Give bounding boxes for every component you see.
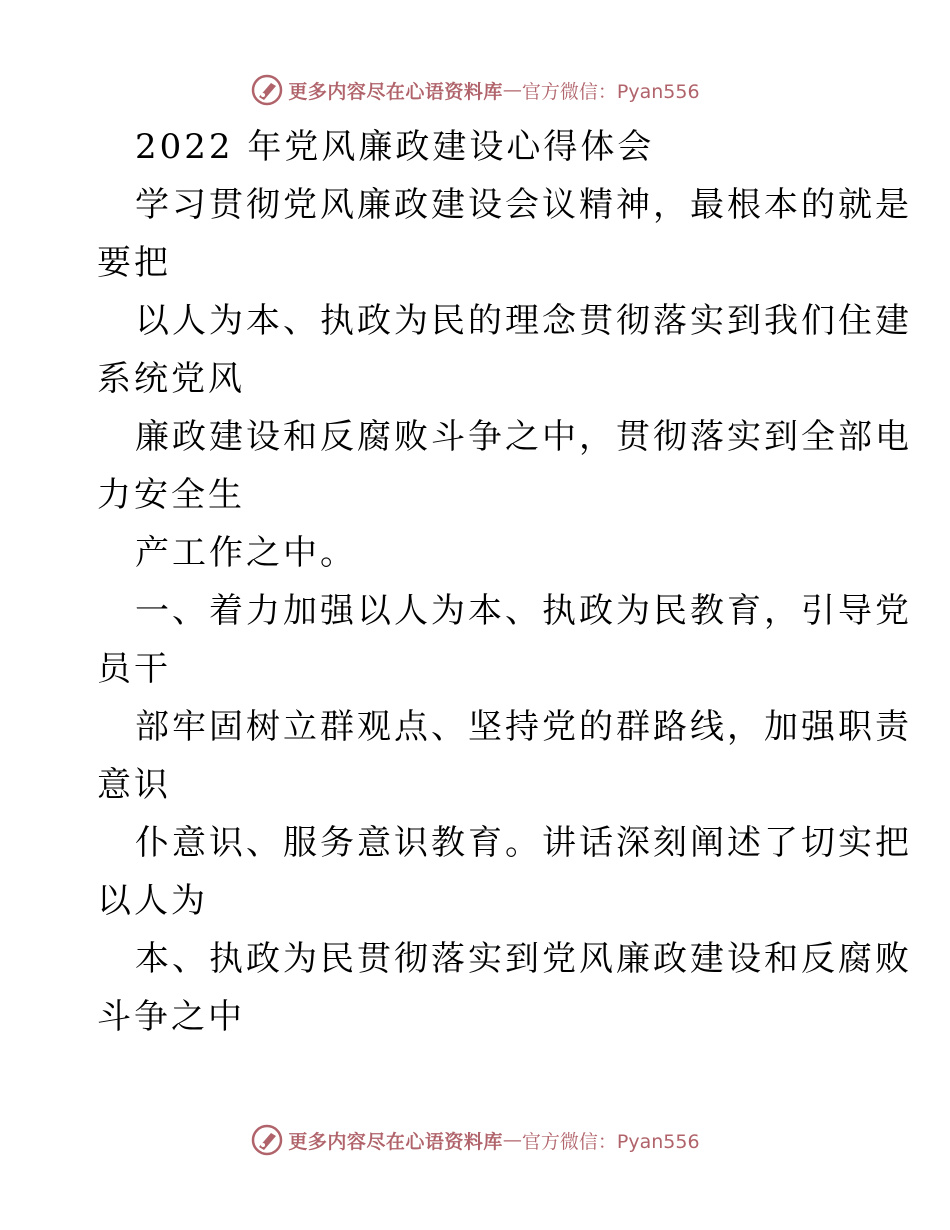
document-line: 意识 bbox=[97, 765, 171, 805]
footer-watermark bbox=[0, 1120, 950, 1160]
document-line: 产工作之中。 bbox=[135, 533, 357, 573]
document-line: 要把 bbox=[97, 243, 171, 283]
document-line: 仆意识、服务意识教育。讲话深刻阐述了切实把 bbox=[135, 823, 912, 863]
document-body bbox=[97, 118, 912, 1046]
document-line: 本、执政为民贯彻落实到党风廉政建设和反腐败 bbox=[135, 939, 912, 979]
watermark-main-text: 更多内容尽在心语资料库 bbox=[288, 80, 503, 103]
document-line: 廉政建设和反腐败斗争之中，贯彻落实到全部电 bbox=[135, 417, 912, 457]
document-line: 员干 bbox=[97, 649, 171, 689]
pen-nib-logo-icon bbox=[250, 1123, 284, 1157]
document-line: 以人为本、执政为民的理念贯彻落实到我们住建 bbox=[135, 301, 912, 341]
watermark-contact: 官方微信：Pyan556 bbox=[521, 80, 700, 103]
document-line: 系统党风 bbox=[97, 359, 245, 399]
document-line: 斗争之中 bbox=[97, 997, 245, 1037]
pen-nib-logo-icon bbox=[250, 73, 284, 107]
document-line: 学习贯彻党风廉政建设会议精神，最根本的就是 bbox=[135, 185, 912, 225]
watermark-dash: — bbox=[502, 1129, 522, 1151]
document-line: 以人为 bbox=[97, 881, 208, 921]
document-line: 力安全生 bbox=[97, 475, 245, 515]
document-line: 部牢固树立群观点、坚持党的群路线，加强职责 bbox=[135, 707, 912, 747]
header-watermark bbox=[0, 70, 950, 110]
document-line: 一、着力加强以人为本、执政为民教育，引导党 bbox=[135, 591, 912, 631]
document-title: 2022 年党风廉政建设心得体会 bbox=[135, 127, 655, 167]
watermark-contact: 官方微信：Pyan556 bbox=[521, 1130, 700, 1153]
watermark-dash: — bbox=[502, 79, 522, 101]
watermark-main-text: 更多内容尽在心语资料库 bbox=[288, 1130, 503, 1153]
